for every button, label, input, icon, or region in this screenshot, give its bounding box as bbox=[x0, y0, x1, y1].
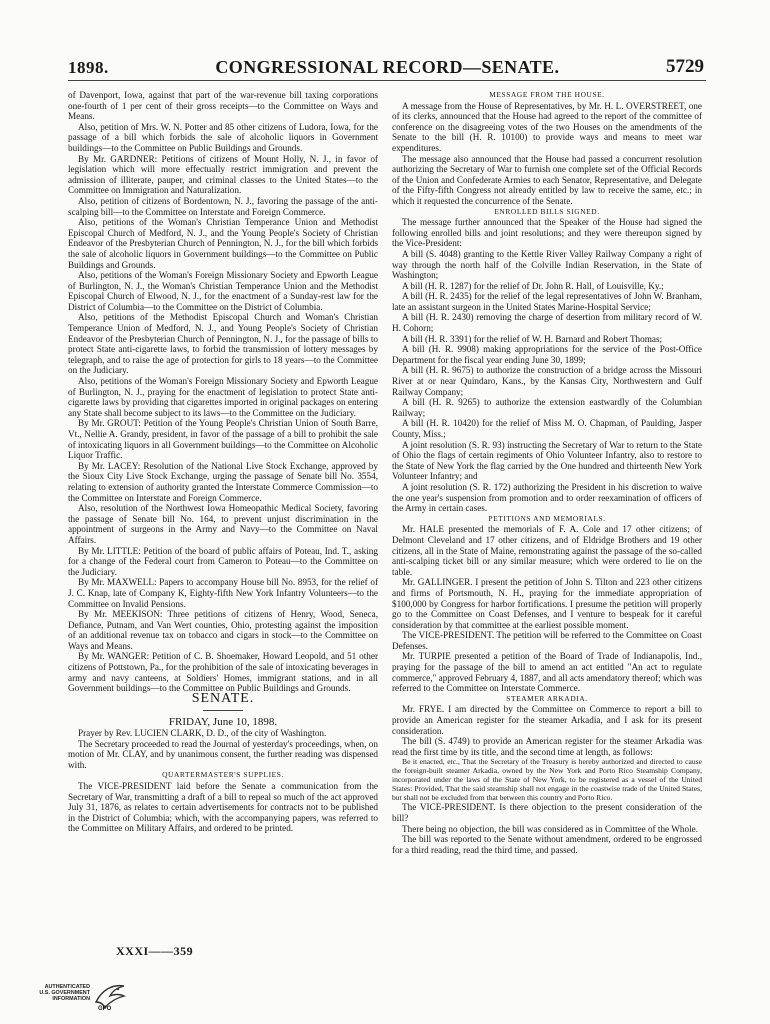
header-page-number: 5729 bbox=[666, 56, 704, 77]
paragraph: By Mr. MEEKISON: Three petitions of citizens of Henry, Wood, Seneca, Defiance, Putnam, and Van Wert counties, Ohio, protesting against the imposition of an additional revenue tax on tobacco and cigars in stock—to the Committee on Ways and Means. bbox=[68, 609, 378, 651]
paragraph: The bill (S. 4749) to provide an American register for the steamer Arkadia was read the first time by its title, and the second time at length, as follows: bbox=[392, 736, 702, 757]
section-heading: PETITIONS AND MEMORIALS. bbox=[488, 513, 606, 523]
paragraph: A bill (S. 4048) granting to the Kettle River Valley Railway Company a right of way through the north half of the Colville Indian Reservation, in the State of Washington; bbox=[392, 248, 702, 281]
header-rule bbox=[68, 80, 706, 81]
paragraph: A joint resolution (S. R. 93) instructing the Secretary of War to return to the State of Ohio the flags of certain regiments of Ohio Volunteer Infantry, also to restore to the State of New York the flag carried by the One hundred and thirteenth New York Volunteer Infantry; and bbox=[392, 439, 702, 482]
paragraph: The message further announced that the Speaker of the House had signed the following enrolled bills and joint resolutions; and they were thereupon signed by the Vice-President: bbox=[392, 217, 702, 249]
paragraph: A bill (H. R. 2435) for the relief of the legal representatives of John W. Branham, late an assistant surgeon in the United States Marine-Hospital Service; bbox=[392, 291, 702, 312]
section-title-senate: SENATE. bbox=[191, 690, 255, 706]
paragraph: A bill (H. R. 10420) for the relief of Miss M. O. Chapman, of Paulding, Jasper County, Miss.; bbox=[392, 418, 702, 439]
paragraph: A bill (H. R. 9908) making appropriations for the service of the Post-Office Department for the fiscal year ending June 30, 1899; bbox=[392, 344, 702, 365]
section-rule bbox=[203, 710, 243, 711]
paragraph: Mr. FRYE. I am directed by the Committee on Commerce to report a bill to provide an American register for the steamer Arkadia, and I ask for its present consideration. bbox=[392, 704, 702, 736]
section-heading: ENROLLED BILLS SIGNED. bbox=[494, 206, 600, 216]
paragraph: Also, petitions of the Woman's Christian Temperance Union and Methodist Episcopal Church of Medford, N. J., and the Young People's Society of Christian Endeavor of the Presbyterian Church of Pennington, N. J., for the bill which forbids the sale of alcoholic liquors in Government buildings—to the Committee on Public Buildings and Grounds. bbox=[68, 217, 378, 270]
section-heading: STEAMER ARKADIA. bbox=[506, 693, 588, 703]
gpo-label: GPO bbox=[98, 1006, 112, 1012]
paragraph: By Mr. LACEY: Resolution of the National Live Stock Exchange, approved by the Sioux City Live Stock Exchange, urging the passage of Senate bill No. 3554, relating to extension of authority granted the Interstate Commerce Commission—to the Committee on Interstate and Foreign Commerce. bbox=[68, 460, 378, 503]
paragraph: By Mr. MAXWELL: Papers to accompany House bill No. 8953, for the relief of J. C. Knap, late of Company K, Eighty-fifth New York Infantry Volunteers—to the Committee on Invalid Pensions. bbox=[68, 577, 378, 609]
paragraph: of Davenport, Iowa, against that part of the war-revenue bill taxing corporations one-fourth of 1 per cent of their gross receipts—to the Committee on Ways and Means. bbox=[68, 90, 378, 122]
paragraph: By Mr. WANGER: Petition of C. B. Shoemaker, Howard Leopold, and 51 other citizens of Pottstown, Pa., for the prohibition of the sale of intoxicating beverages in army and navy canteens, at Soldiers' Homes, immigrant stations, and in all Government buildings—to the Committee on Public Buildings and Grounds. bbox=[68, 651, 378, 694]
paragraph: Also, petitions of the Woman's Foreign Missionary Society and Epworth League of Burlington, N. J., praying for the enactment of legislation to protect State anti-cigarette laws by providing that cigarettes imported in original packages on entering any State shall become subject to its laws—to the Committee on the Judiciary. bbox=[68, 376, 378, 418]
bill-text: Be it enacted, etc., That the Secretary of the Treasury is hereby authorized and directed to cause the foreign-built steamer Arkadia, owned by the New York and Porto Rico Steamship Company, incorporated under the laws of the State of New York, to be registered as a vessel of the United States: Provided, That the said steamship shall not engage in the coastwise trade of the United States, but shall not be excluded from that between this country and Porto Rico. bbox=[392, 757, 702, 803]
paragraph: A message from the House of Representatives, by Mr. H. L. OVERSTREET, one of its clerks, announced that the House had agreed to the report of the committee of conference on the disagreeing votes of the two Houses on the amendments of the Senate to the bill (H. R. 10100) to provide ways and means to meet war expenditures. bbox=[392, 100, 702, 153]
paragraph: Mr. TURPIE presented a petition of the Board of Trade of Indianapolis, Ind., praying for the passage of the bill to amend an act entitled "An act to regulate commerce," approved February 4, 1887, and all acts amendatory thereof; which was referred to the Committee on Interstate Commerce. bbox=[392, 651, 702, 694]
header-year: 1898. bbox=[68, 58, 109, 77]
right-column bbox=[392, 90, 702, 855]
paragraph: A bill (H. R. 2430) removing the charge of desertion from military record of W. H. Cohorn; bbox=[392, 312, 702, 334]
gpo-authentication-logo bbox=[38, 980, 128, 1014]
gpo-logo-text: AUTHENTICATED U.S. GOVERNMENT INFORMATION bbox=[39, 984, 90, 1002]
paragraph: A bill (H. R. 9675) to authorize the construction of a bridge across the Missouri River at or near Quindaro, Kans., by the Kansas City, Northwestern and Gulf Railway Company; bbox=[392, 365, 702, 397]
paragraph: There being no objection, the bill was considered as in Committee of the Whole. bbox=[402, 823, 699, 834]
paragraph: Also, petitions of the Methodist Episcopal Church and Woman's Christian Temperance Union of Medford, N. J., and Young People's Society of Christian Endeavor of the Presbyterian Church of Pennington, N. J., for the passage of bills to protect State anti-cigarette laws, to forbid the transmission of lottery messages by telegraph, and to raise the age of protection for girls to 18 years—to the Committee on the Judiciary. bbox=[68, 312, 378, 376]
date-line: FRIDAY, June 10, 1898. bbox=[168, 716, 278, 729]
paragraph: Mr. HALE presented the memorials of F. A. Cole and 17 other citizens; of Delmont Cleveland and 17 other citizens, and of Eldridge Brothers and 19 other citizens, all in the State of Maine, remonstrating against the passage of the so-called anti-scalping ticket bill or any similar measure; which were ordered to lie on the table. bbox=[392, 524, 702, 577]
paragraph: By Mr. GARDNER: Petitions of citizens of Mount Holly, N. J., in favor of legislation which will more effectually restrict immigration and prevent the admission of illiterate, pauper, and criminal classes to the United States—to the Committee on Immigration and Naturalization. bbox=[68, 153, 378, 196]
paragraph: The VICE-PRESIDENT. The petition will be referred to the Committee on Coast Defenses. bbox=[392, 630, 702, 651]
paragraph: The Secretary proceeded to read the Journal of yesterday's proceedings, when, on motion of Mr. CLAY, and by unanimous consent, the further reading was dispensed with. bbox=[68, 738, 378, 770]
section-heading: MESSAGE FROM THE HOUSE. bbox=[489, 90, 605, 99]
paragraph: The bill was reported to the Senate without amendment, ordered to be engrossed for a third reading, read the third time, and passed. bbox=[392, 834, 702, 855]
header-title: CONGRESSIONAL RECORD—SENATE. bbox=[215, 57, 560, 77]
left-column bbox=[68, 90, 378, 834]
paragraph: Also, petition of Mrs. W. N. Potter and 85 other citizens of Ludora, Iowa, for the passage of a bill which forbids the sale of alcoholic liquors in Government buildings—to the Committee on Public Buildings and Grounds. bbox=[68, 121, 378, 153]
paragraph: By Mr. LITTLE: Petition of the board of public affairs of Poteau, Ind. T., asking for a change of the Federal court from Cameron to Poteau—to the Committee on the Judiciary. bbox=[68, 545, 378, 577]
paragraph: A joint resolution (S. R. 172) authorizing the President in his discretion to waive the one year's suspension from promotion and to order reexamination of officers of the Army in certain cases. bbox=[392, 481, 702, 514]
paragraph: Also, resolution of the Northwest Iowa Homeopathic Medical Society, favoring the passage of Senate bill No. 164, to prevent unjust discrimination in the appointment of surgeons in the Army and Navy—to the Committee on Naval Affairs. bbox=[68, 503, 378, 545]
paragraph: Also, petitions of the Woman's Foreign Missionary Society and Epworth League of Burlington, N. J., the Woman's Christian Temperance Union and the Methodist Episcopal Church of Elwood, N. J., for the enactment of a Sunday-rest law for the District of Columbia—to the Committee on the District of Columbia. bbox=[68, 270, 378, 312]
paragraph: Also, petition of citizens of Bordentown, N. J., favoring the passage of the anti-scalping bill—to the Committee on Interstate and Foreign Commerce. bbox=[68, 195, 378, 217]
paragraph: By Mr. GROUT: Petition of the Young People's Christian Union of South Barre, Vt., Nellie A. Grandy, president, in favor of the passage of a bill to prohibit the sale of intoxicating liquors in all Government buildings—to the Committee on Alcoholic Liquor Traffic. bbox=[68, 418, 378, 461]
paragraph: A bill (H. R. 1287) for the relief of Dr. John R. Hall, of Louisville, Ky.; bbox=[402, 280, 664, 291]
paragraph: Mr. GALLINGER. I present the petition of John S. Tilton and 223 other citizens and firms of Portsmouth, N. H., praying for the immediate appropriation of $100,000 by Congress for harbor fortifications. I presume the petition will properly go to the Committee on Coast Defenses, and I venture to bespeak for it careful consideration by that committee at the earliest possible moment. bbox=[392, 577, 702, 630]
paragraph: Prayer by Rev. LUCIEN CLARK, D. D., of the city of Washington. bbox=[78, 728, 327, 739]
section-heading: QUARTERMASTER'S SUPPLIES. bbox=[162, 770, 284, 780]
paragraph: The VICE-PRESIDENT laid before the Senate a communication from the Secretary of War, transmitting a draft of a bill to repeal so much of the act approved July 31, 1876, as relates to certain advertisements for contracts not to be published in the District of Columbia; which, with the accompanying papers, was referred to the Committee on Military Affairs, and ordered to be printed. bbox=[68, 781, 378, 834]
page-header bbox=[68, 52, 704, 78]
paragraph: The message also announced that the House had passed a concurrent resolution authorizing the Secretary of War to furnish one complete set of the Official Records of the Union and Confederate Armies to each Senator, Representative, and Delegate of the Fifty-fifth Congress not already entitled by law to receive the same, etc.; in which it requested the concurrence of the Senate. bbox=[392, 153, 702, 206]
volume-signature: XXXI——359 bbox=[116, 944, 194, 958]
paragraph: A bill (H. R. 9265) to authorize the extension eastwardly of the Columbian Railway; bbox=[392, 397, 702, 418]
paragraph: The VICE-PRESIDENT. Is there objection to the present consideration of the bill? bbox=[392, 802, 702, 823]
paragraph: A bill (H. R. 3391) for the relief of W. H. Barnard and Robert Thomas; bbox=[402, 333, 663, 344]
